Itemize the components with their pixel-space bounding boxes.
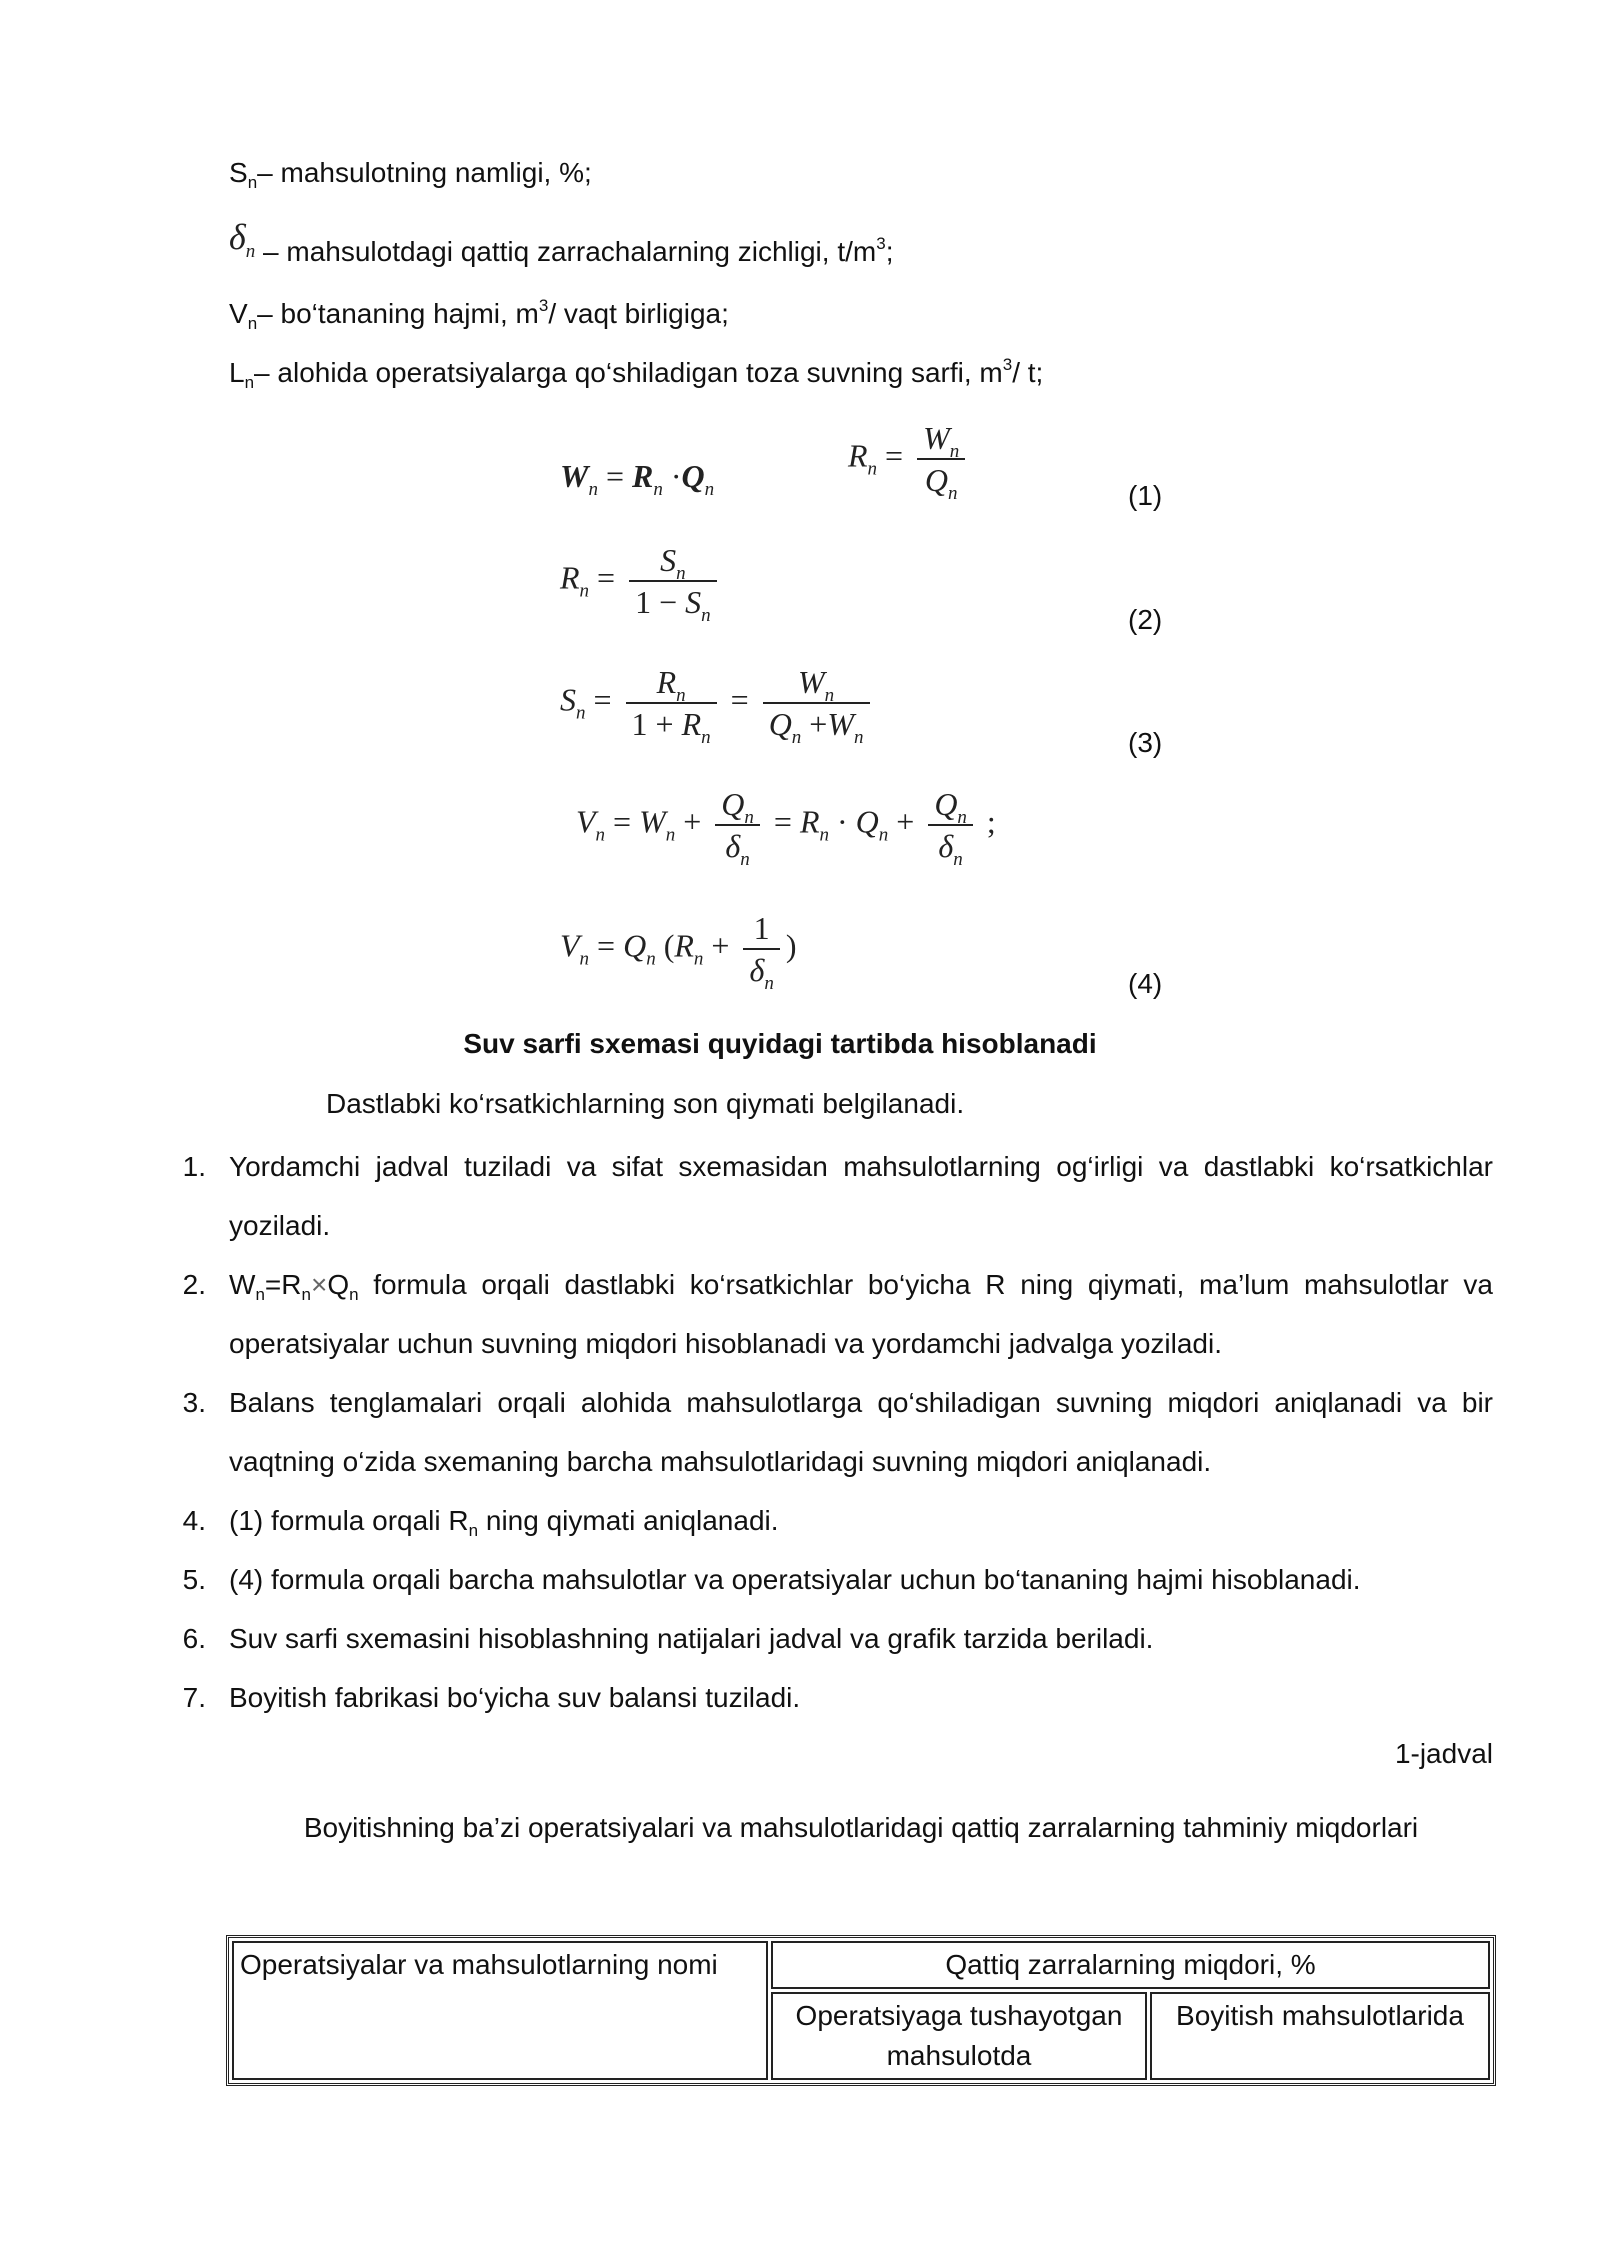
formula-1b: $R_n$ = $\frac{W_n}{Q_n}$ <box>848 418 971 500</box>
formula-3: $S_n$ = $\frac{R_n}{1 + R_n}$ = $\frac{W_n}{Q_n +W_n}$ <box>560 662 876 744</box>
equation-number-2: (2) <box>1128 604 1163 635</box>
section-heading: Suv sarfi sxemasi quyidagi tartibda hisoblanadi <box>463 1028 1097 1059</box>
definition-density: $\delta_n$ – mahsulotdagi qattiq zarrachalarning zichligi, $t/m^3$; <box>229 217 894 267</box>
equation-number-3: (3) <box>1128 727 1163 758</box>
definition-clean-water: $L_n-$ alohida operatsiyalarga qo‘shiladigan toza suvning sarfi, $m^3/$ t; <box>229 355 1044 392</box>
table-label: 1-jadval <box>1394 1738 1493 1769</box>
table-subheader-feed: Operatsiyaga tushayotgan mahsulotda <box>771 1992 1147 2080</box>
formula-4: $V_n = Q_n$ ($R_n$ + $\frac{1}{\delta_n}$ ) <box>560 910 797 994</box>
table-header-operations: Operatsiyalar va mahsulotlarning nomi <box>232 1941 768 2080</box>
solids-content-table <box>226 1935 1496 2086</box>
table-header-solids-content: Qattiq zarralarning miqdori, % <box>771 1941 1490 1989</box>
intro-paragraph: Dastlabki ko‘rsatkichlarning son qiymati belgilanadi. <box>326 1088 965 1119</box>
definition-moisture: $S_n-$ mahsulotning namligi, %; <box>229 157 592 192</box>
table-caption: Boyitishning ba’zi operatsiyalari va mahsulotlaridagi qattiq zarralarning tahminiy miqdorlari <box>303 1812 1419 1843</box>
formula-1a: $W_n = R_n \cdot Q_n$ <box>560 458 715 500</box>
equation-number-1: (1) <box>1128 480 1163 511</box>
table-subheader-products: Boyitish mahsulotlarida <box>1150 1992 1490 2080</box>
definition-pulp-volume: $V_n-$ bo‘tananing hajmi, $m^3/$ vaqt birligiga; <box>229 296 729 333</box>
formula-volume-expanded: $V_n = W_n$ + $\frac{Q_n}{\delta_n}$ = $R_n \cdot Q_n$ + $\frac{Q_n}{\delta_n}$ ; <box>576 786 996 870</box>
formula-2: $R_n$ = $\frac{S_n}{1 - S_n}$ <box>560 540 723 622</box>
equation-number-4: (4) <box>1128 968 1163 999</box>
